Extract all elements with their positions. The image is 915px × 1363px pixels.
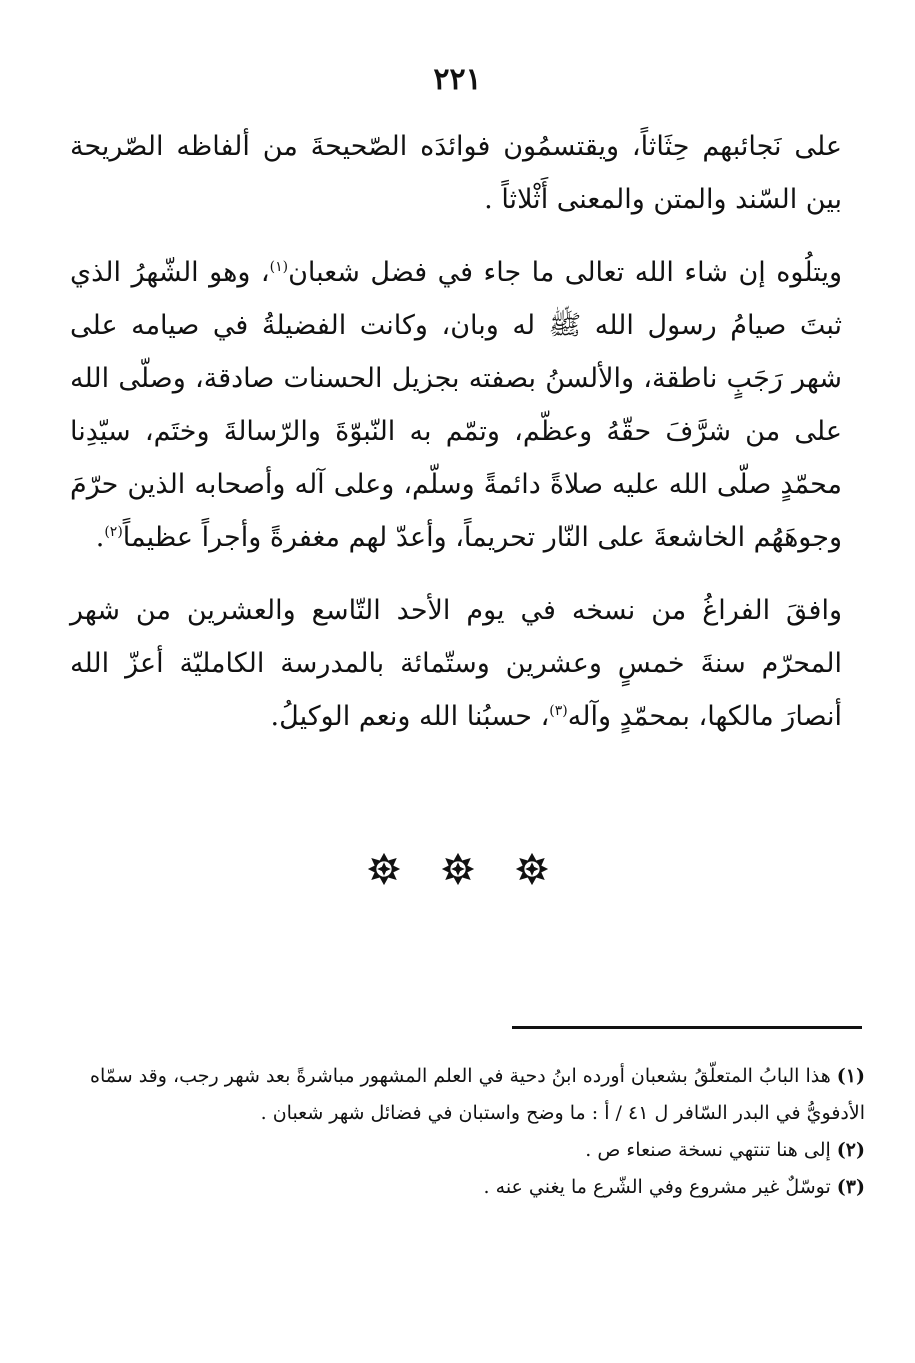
footnote-number: (٣) [836,1176,865,1198]
footnote-text: إلى هنا تنتهي نسخة صنعاء ص . [585,1139,831,1161]
paragraph-text: على نَجائبهم حِثَاثاً، ويقتسمُون فوائدَه الصّحيحةَ من ألفاظه الصّريحة بين السّند والمتن والمعنى أَثْلاثاً . [70,131,842,215]
paragraph-text-continued: ، وهو الشّهرُ الذي ثبتَ صيامُ رسول الله ﷺ له وبان، وكانت الفضيلةُ في صيامه على شهر رَجَبٍ ناطقة، والألسنُ بصفته بجزيل الحسنات صادقة، وصلّى الله على من شرَّفَ حقّهُ وعظّم، وتمّم به النّبوّةَ والرّسالةَ وختَم، سيّدِنا محمّدٍ صلّى الله عليه صلاةً دائمةً وسلّم، وعلى آله وأصحابه الذين حرّمَ وجوهَهُم الخاشعةَ على النّار تحريماً، وأعدّ لهم مغفرةً وأجراً عظيماً [70,257,842,553]
footnote-number: (٢) [836,1139,865,1161]
footnote-text: توسّلٌ غير مشروع وفي الشّرع ما يغني عنه . [483,1176,831,1198]
footnote-marker-2[interactable]: (٢) [104,524,123,540]
footnote-text: هذا البابُ المتعلّقُ بشعبان أورده ابنُ دحية في العلم المشهور مباشرةً بعد شهر رجب، وقد سمّاه الأدفويُّ في البدر السّافر ل ٤١ / أ : ما وضح واستبان في فضائل شهر شعبان . [90,1065,865,1124]
paragraph-text: وافقَ الفراغُ من نسخه في يوم الأحد التّاسع والعشرين من شهر المحرّم سنةَ خمسٍ وعشرين وستّمائة بالمدرسة الكامليّة أعزّ الله أنصارَ مالكها، بمحمّدٍ وآله [70,595,842,732]
ornament-icon [441,852,475,886]
paragraph-text-end: . [95,522,105,553]
ornament-icon [367,852,401,886]
paragraph-1 [70,120,842,226]
ornament-icon [515,852,549,886]
paragraph-text-continued: ، حسبُنا الله ونعم الوكيلُ. [270,701,550,732]
main-text [70,120,842,743]
footnote-2 [90,1132,865,1169]
footnote-3 [90,1169,865,1206]
footnote-number: (١) [836,1065,865,1087]
footnote-marker-3[interactable]: (٣) [549,703,568,719]
paragraph-2 [70,246,842,564]
footnote-1 [90,1058,865,1132]
footnote-separator [512,1026,862,1029]
paragraph-3 [70,584,842,743]
section-divider-ornaments [0,852,915,886]
page-number: ٢٢١ [433,62,482,97]
paragraph-text: ويتلُوه إن شاء الله تعالى ما جاء في فضل شعبان [288,257,842,288]
footnotes [90,1058,865,1206]
footnote-marker-1[interactable]: (١) [269,259,289,275]
